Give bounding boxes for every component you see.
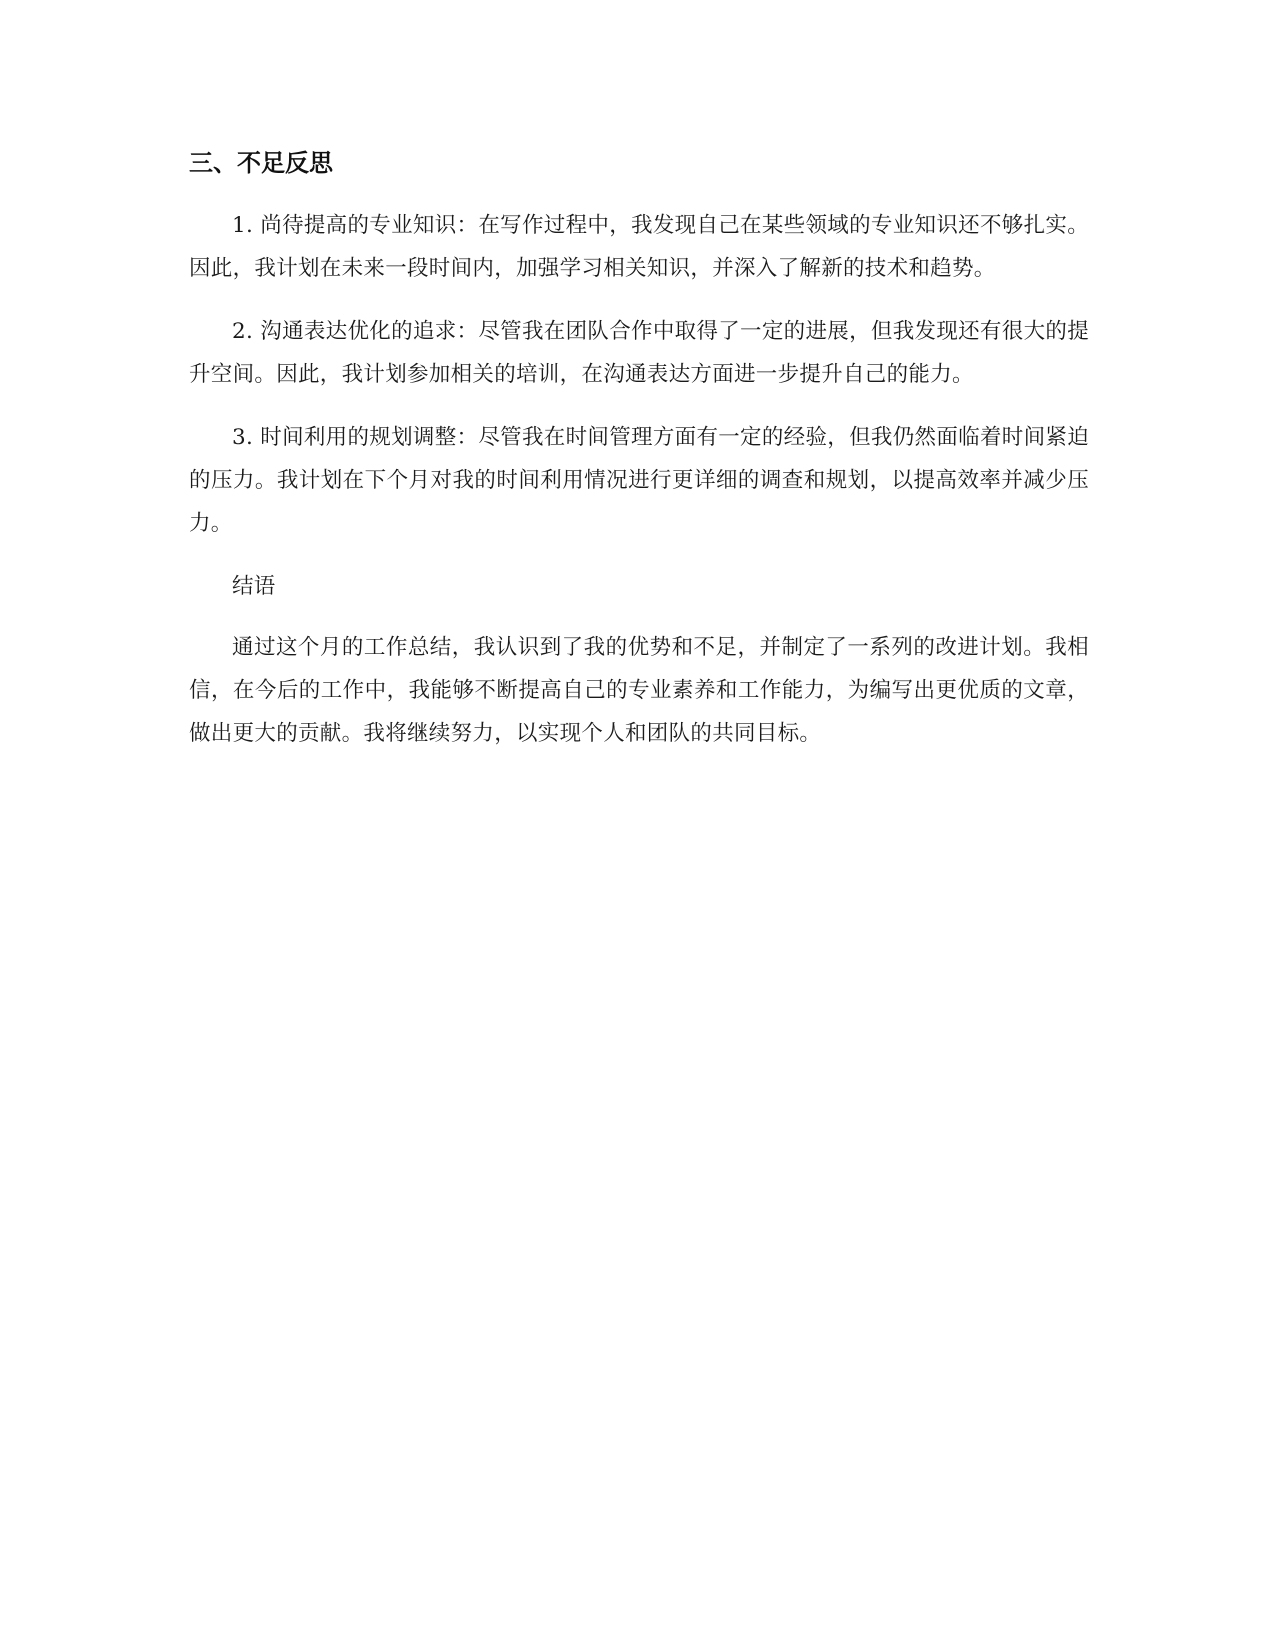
document-body: [189, 148, 1089, 775]
paragraph-item-2: 2. 沟通表达优化的追求：尽管我在团队合作中取得了一定的进展，但我发现还有很大的提升空间。因此，我计划参加相关的培训，在沟通表达方面进一步提升自己的能力。: [189, 319, 1089, 387]
conclusion-paragraph: 通过这个月的工作总结，我认识到了我的优势和不足，并制定了一系列的改进计划。我相信，在今后的工作中，我能够不断提高自己的专业素养和工作能力，为编写出更优质的文章，做出更大的贡献。我将继续努力，以实现个人和团队的共同目标。: [189, 635, 1089, 746]
paragraph-item-3: 3. 时间利用的规划调整：尽管我在时间管理方面有一定的经验，但我仍然面临着时间紧迫的压力。我计划在下个月对我的时间利用情况进行更详细的调查和规划，以提高效率并减少压力。: [189, 425, 1089, 536]
paragraph-item-1: 1. 尚待提高的专业知识：在写作过程中，我发现自己在某些领域的专业知识还不够扎实。因此，我计划在未来一段时间内，加强学习相关知识，并深入了解新的技术和趋势。: [189, 213, 1089, 281]
conclusion-title: 结语: [232, 574, 276, 599]
section-heading: 三、不足反思: [189, 149, 333, 177]
